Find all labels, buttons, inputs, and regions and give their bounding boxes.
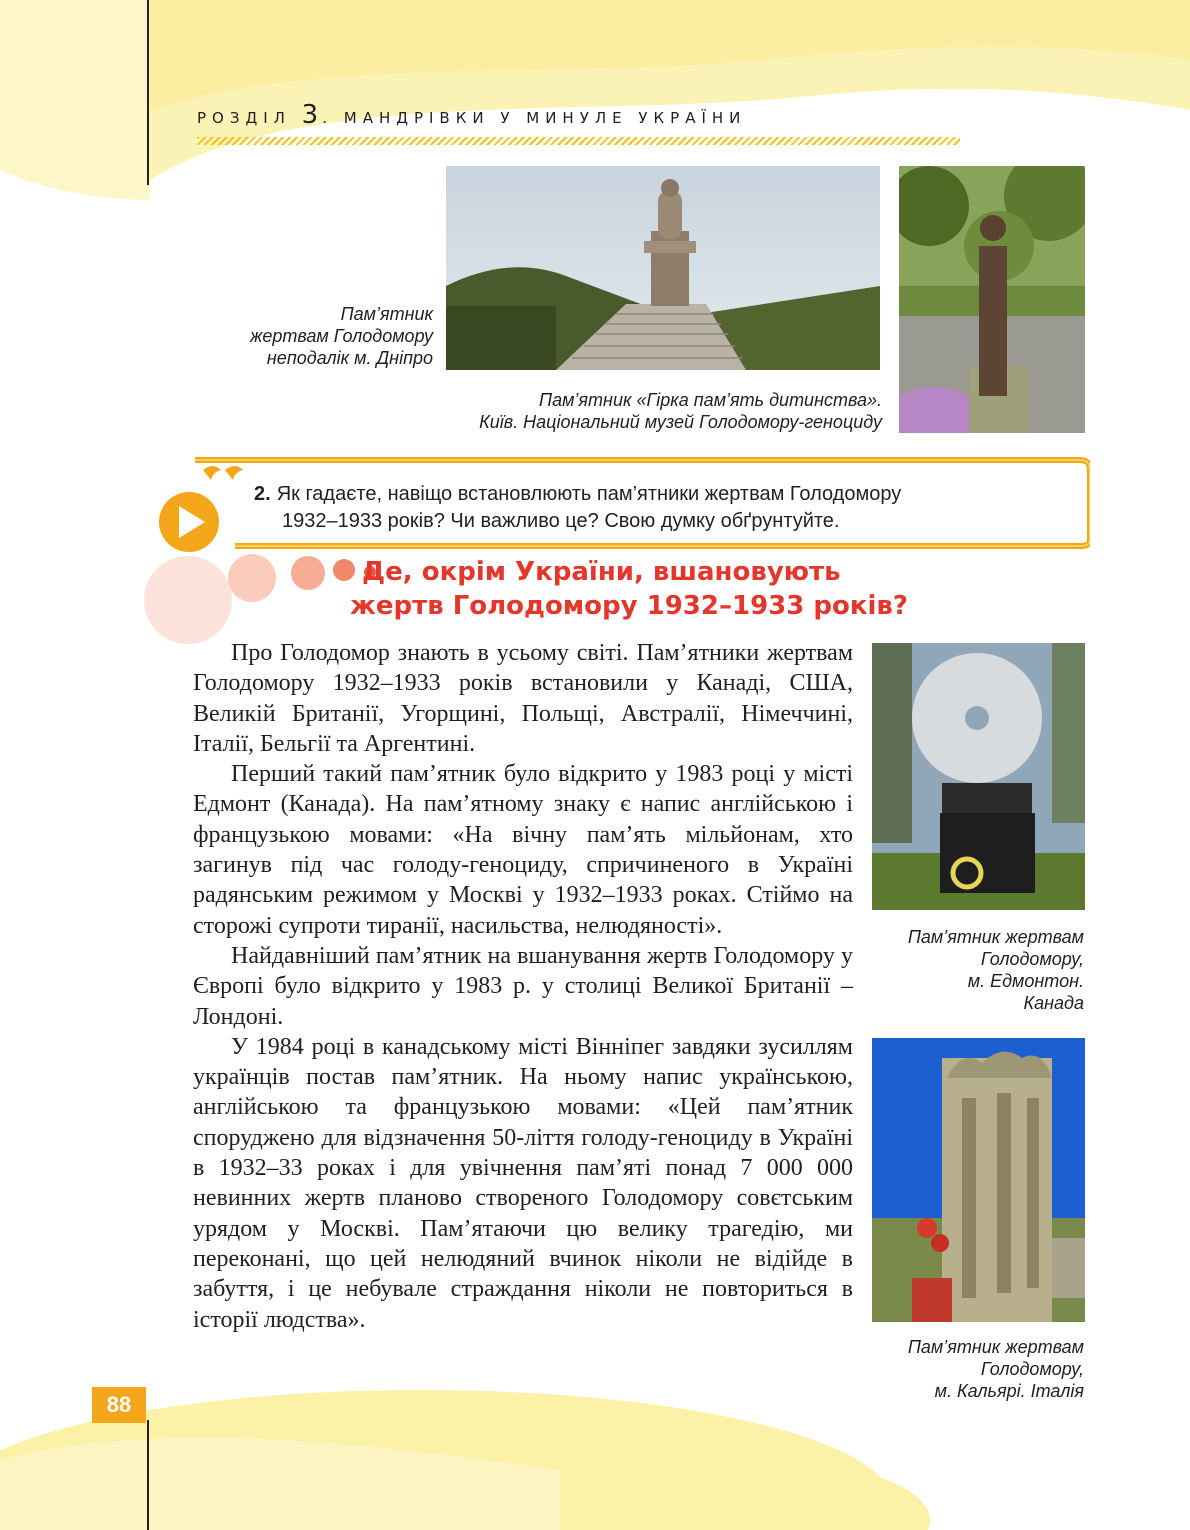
section-heading [350, 555, 962, 623]
section-number: 3 [301, 100, 319, 130]
photo-dnipro-monument [446, 166, 880, 370]
paragraph: У 1984 році в канадському місті Вінніпег завдяки зусиллям українців постав пам’ятник. На ньому напис українською, англійською та французькою мовами: «Цей пам’ятник споруджено для відзначення 50-ліття голоду-геноциду в Україні в 1932–33 роках і для увічнення пам’яті понад 7 000 000 невинних жертв планово створеного Голодомору совєтським урядом у Москві. Пам’ятаючи цю велику трагедію, ми переконані, що цей нелюдяний вчинок ніколи не відійде в забуття, і це небувале страждання ніколи не повториться в історії людства». [193, 1033, 853, 1333]
margin-rule-top [147, 0, 149, 185]
question-line-2: 1932–1933 років? Чи важливо це? Свою думку обґрунтуйте. [282, 510, 840, 532]
section-title: . МАНДРІВКИ У МИНУЛЕ УКРАЇНИ [322, 109, 747, 127]
paragraph: Про Голодомор знають в усьому світі. Пам’ятники жертвам Голодомору 1932–1933 років встановили у Канаді, США, Великій Британії, Угорщині, Польщі, Австралії, Німеччині, Італії, Бельгії та Аргентині. [193, 640, 853, 757]
photo-edmonton-monument [872, 643, 1085, 910]
caption-edmonton: Пам’ятник жертвам Голодомору, м. Едмонтон. Канада [907, 927, 1084, 1013]
paragraph: Найдавніший пам’ятник на вшанування жертв Голодомору у Європі було відкрито у 1983 р. у столиці Великої Британії – Лондоні. [193, 942, 853, 1030]
photo-calgary-monument [872, 1038, 1085, 1322]
caption-dnipro: Пам’ятник жертвам Голодомору неподалік м. Дніпро [249, 304, 433, 368]
paragraph: Перший такий пам’ятник було відкрито у 1983 році у місті Едмонт (Канада). На пам’ятному знаку є напис англійською і французькою мовами: «На вічну пам’ять мільйонам, хто загинув під час голоду-геноциду, спричиненого в Україні радянським режимом у Москві у 1932–1933 роках. Стіймо на сторожі супроти тиранії, насильства, нелюдяності». [193, 761, 853, 939]
page-number: 88 [92, 1387, 146, 1423]
photo-kyiv-monument [899, 166, 1085, 433]
question-number: 2. [254, 483, 271, 505]
question-line-1: Як гадаєте, навіщо встановлюють пам’ятники жертвам Голодомору [276, 483, 902, 505]
caption-kyiv: Пам’ятник «Гірка пам’ять дитинства». Київ. Національний музей Голодомору-геноциду [479, 390, 882, 432]
body-text [193, 638, 853, 1335]
margin-rule-bottom [147, 1420, 149, 1530]
caption-calgary: Пам’ятник жертвам Голодомору, м. Кальярі. Італія [907, 1337, 1084, 1401]
heading-line-1: Де, окрім України, вшановують [362, 557, 841, 587]
running-head [197, 100, 746, 130]
section-word: РОЗДІЛ [197, 109, 291, 127]
heading-line-2: жертв Голодомору 1932–1933 років? [350, 591, 908, 621]
header-hatch-divider [197, 137, 960, 145]
question-2 [254, 481, 1054, 535]
